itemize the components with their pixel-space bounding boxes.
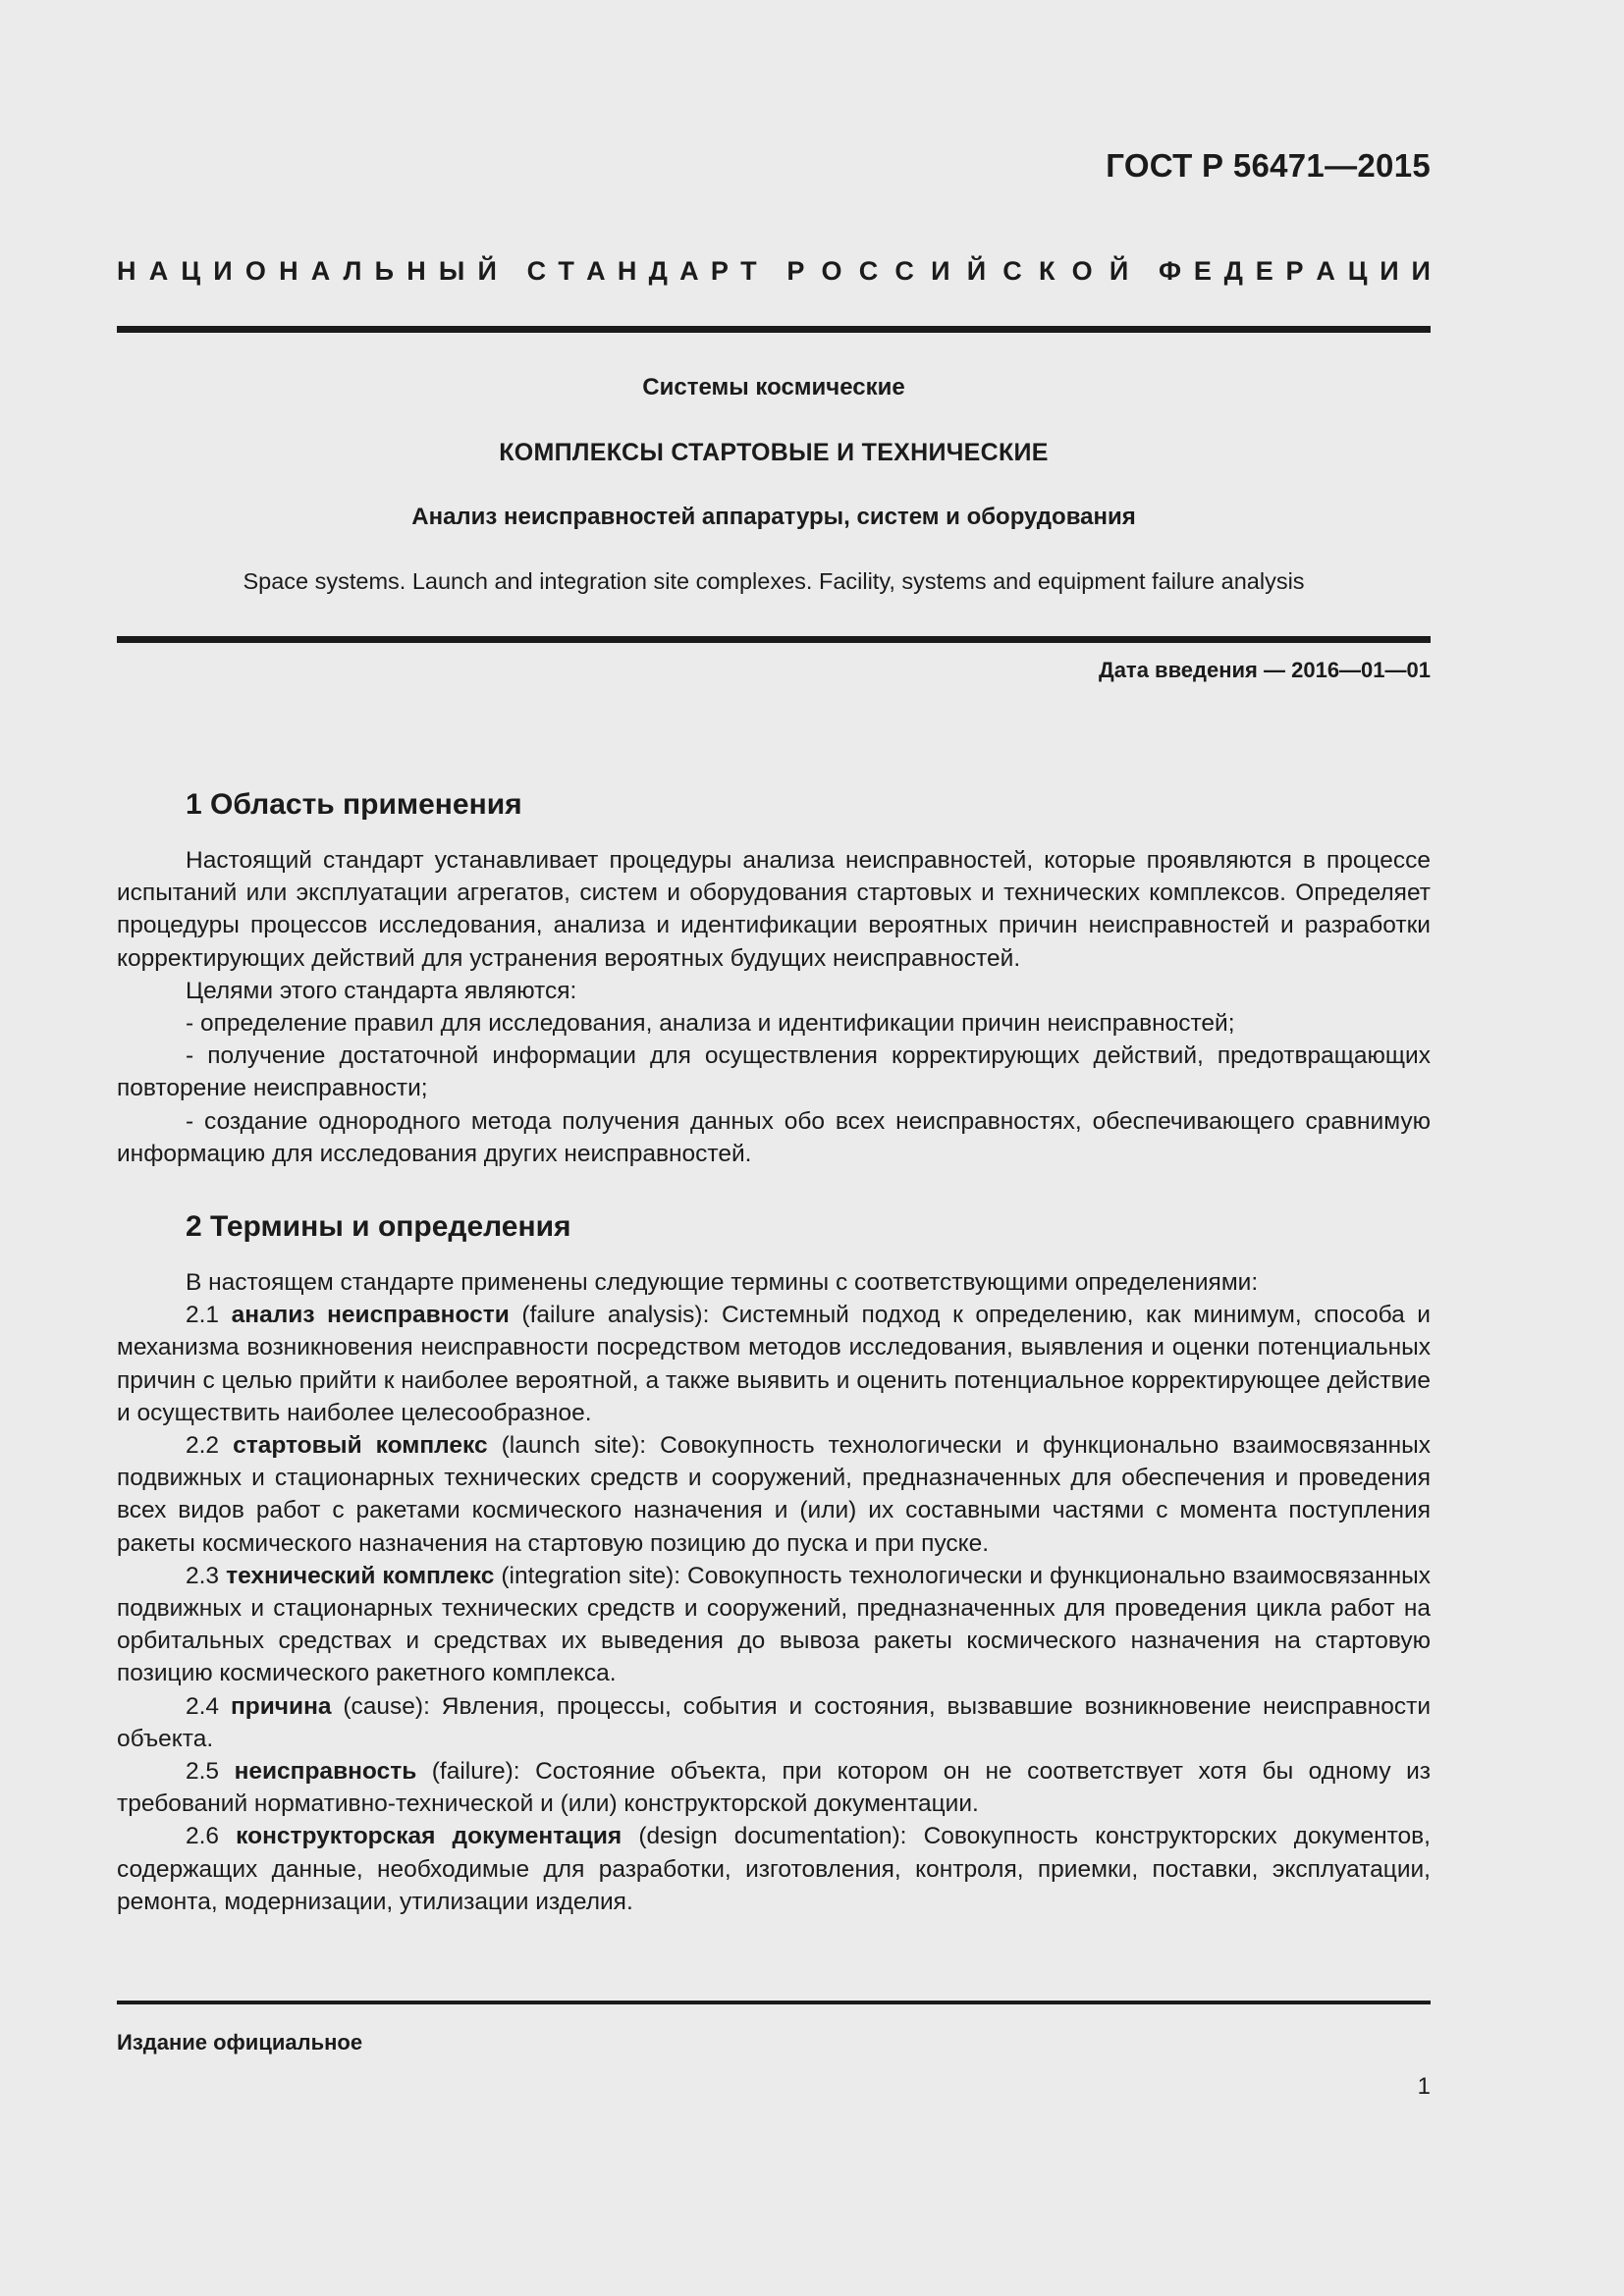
banner-word: [786, 256, 1128, 287]
list-item: - получение достаточной информации для осуществления корректирующих действий, предотвращающих повторение неисправности;: [117, 1042, 1431, 1102]
banner-letter: Ы: [438, 256, 465, 286]
term-definition: [117, 1755, 1431, 1820]
banner-letter: А: [1316, 256, 1335, 286]
title-analysis: Анализ неисправностей аппаратуры, систем и оборудования: [411, 504, 1136, 530]
banner-letter: Н: [617, 256, 637, 286]
term-definition: [117, 1820, 1431, 1918]
banner-letter: Ь: [374, 256, 395, 286]
term-definition: [117, 1429, 1431, 1560]
term-text: (cause): Явления, процессы, события и состояния, вызвавшие возникновение неисправности объекта.: [117, 1692, 1432, 1752]
banner-letter: О: [821, 256, 842, 286]
banner-letter: Ц: [181, 256, 201, 286]
term-definition: [117, 1299, 1431, 1429]
banner-letter: К: [1038, 256, 1056, 286]
banner-letter: Д: [648, 256, 668, 286]
banner-letter: С: [894, 256, 914, 286]
banner-letter: Р: [1285, 256, 1304, 286]
banner-letter: И: [1380, 256, 1399, 286]
term-name: технический комплекс: [226, 1562, 495, 1589]
banner-letter: С: [1002, 256, 1022, 286]
title-systems: Системы космические: [642, 374, 905, 400]
section-heading: 2 Термины и определения: [186, 1210, 571, 1244]
list-item: - создание однородного метода получения данных обо всех неисправностях, обеспечивающего сравнимую информацию для исследования других неисправностей.: [117, 1107, 1431, 1167]
banner-letter: Й: [966, 256, 987, 286]
page-number: 1: [1417, 2073, 1431, 2100]
title-english: Space systems. Launch and integration site complexes. Facility, systems and equipment failure analysis: [243, 568, 1305, 594]
banner-letter: А: [679, 256, 699, 286]
term-text: (design documentation): Совокупность конструкторских документов, содержащих данные, необходимые для разработки, изготовления, контроля, приемки, поставки, эксплуатации, ремонта, модернизации, утилизации изделия.: [117, 1823, 1431, 1915]
official-edition-label: Издание официальное: [117, 2030, 363, 2055]
term-name: конструкторская документация: [236, 1823, 623, 1850]
term-text: (launch site): Совокупность технологически и функционально взаимосвязанных подвижных и стационарных технических средств и сооружений, предназначенных для обеспечения и проведения всех видов работ с ракетами космического назначения и (или) их составными частями с момента поступления ракеты космического назначения на стартовую позицию до пуска и при пуске.: [117, 1432, 1432, 1557]
header-divider: [117, 326, 1431, 333]
banner-letter: Ф: [1158, 256, 1182, 286]
title-divider: [117, 636, 1431, 643]
banner-letter: А: [148, 256, 169, 286]
document-page: [117, 0, 1431, 2296]
banner-letter: Н: [117, 256, 136, 286]
term-name: причина: [230, 1692, 332, 1720]
list-item: - определение правил для исследования, анализа и идентификации причин неисправностей;: [186, 1010, 1235, 1038]
term-definition: [117, 1560, 1431, 1690]
footer-divider: [117, 2001, 1431, 2004]
term-name: анализ неисправности: [231, 1302, 510, 1329]
banner-letter: Р: [786, 256, 805, 286]
banner-letter: Т: [558, 256, 574, 286]
banner-letter: С: [526, 256, 547, 286]
document-number: ГОСТ Р 56471—2015: [1106, 147, 1431, 184]
paragraph: В настоящем стандарте применены следующие термины с соответствующими определениями:: [186, 1269, 1259, 1297]
banner-letter: Н: [279, 256, 298, 286]
banner-letter: О: [244, 256, 266, 286]
banner-letter: Д: [1223, 256, 1243, 286]
banner-word: [117, 256, 497, 287]
introduction-date: Дата введения — 2016—01—01: [1099, 658, 1431, 682]
banner-letter: С: [858, 256, 879, 286]
banner-letter: Т: [740, 256, 757, 286]
banner-word: [1159, 256, 1431, 287]
term-text: (integration site): Совокупность технологически и функционально взаимосвязанных подвижных и стационарных технических средств и сооружений, предназначенных для проведения цикла работ на орбитальных средствах и средствах их выведения до вывоза ракеты космического назначения на стартовую позицию космического ракетного комплекса.: [117, 1562, 1431, 1687]
banner-letter: И: [931, 256, 950, 286]
paragraph: Целями этого стандарта являются:: [186, 977, 577, 1004]
banner-letter: А: [310, 256, 331, 286]
banner-letter: Й: [477, 256, 497, 286]
banner-letter: Е: [1193, 256, 1212, 286]
banner-word: [527, 256, 757, 287]
term-number: 2.4: [186, 1692, 220, 1720]
banner-letter: Н: [406, 256, 426, 286]
term-text: (failure): Состояние объекта, при котором он не соответствует хотя бы одному из требований нормативно-технической и (или) конструкторской документации.: [117, 1758, 1431, 1818]
paragraph: Настоящий стандарт устанавливает процедуры анализа неисправностей, которые проявляются в процессе испытаний или эксплуатации агрегатов, систем и оборудования стартовых и технических комплексов. Определяет процедуры процессов исследования, анализа и идентификации вероятных причин неисправностей и разработки корректирующих действий для устранения вероятных будущих неисправностей.: [117, 847, 1431, 972]
banner-letter: А: [586, 256, 606, 286]
banner-letter: Е: [1255, 256, 1273, 286]
national-standard-banner: [117, 256, 1431, 287]
document-body: [117, 785, 1431, 1918]
term-name: стартовый комплекс: [233, 1432, 488, 1460]
term-number: 2.1: [186, 1302, 220, 1329]
banner-letter: Л: [343, 256, 362, 286]
term-definition: [117, 1690, 1431, 1755]
term-number: 2.5: [186, 1758, 220, 1786]
term-text: (failure analysis): Системный подход к определению, как минимум, способа и механизма возникновения неисправности посредством методов исследования, выявления и оценки потенциальных причин с целью прийти к наиболее вероятной, а также выявить и оценить потенциальное корректирующее действие и осуществить наиболее целесообразное.: [117, 1302, 1431, 1426]
term-name: неисправность: [234, 1758, 417, 1786]
term-number: 2.6: [186, 1823, 220, 1850]
term-number: 2.2: [186, 1432, 220, 1460]
banner-letter: Р: [710, 256, 729, 286]
banner-letter: Ц: [1347, 256, 1368, 286]
banner-letter: И: [1411, 256, 1431, 286]
title-complexes: КОМПЛЕКСЫ СТАРТОВЫЕ И ТЕХНИЧЕСКИЕ: [499, 439, 1049, 466]
section-heading: 1 Область применения: [186, 788, 522, 821]
banner-letter: О: [1071, 256, 1093, 286]
term-number: 2.3: [186, 1562, 220, 1589]
banner-letter: Й: [1109, 256, 1129, 286]
banner-letter: И: [213, 256, 233, 286]
